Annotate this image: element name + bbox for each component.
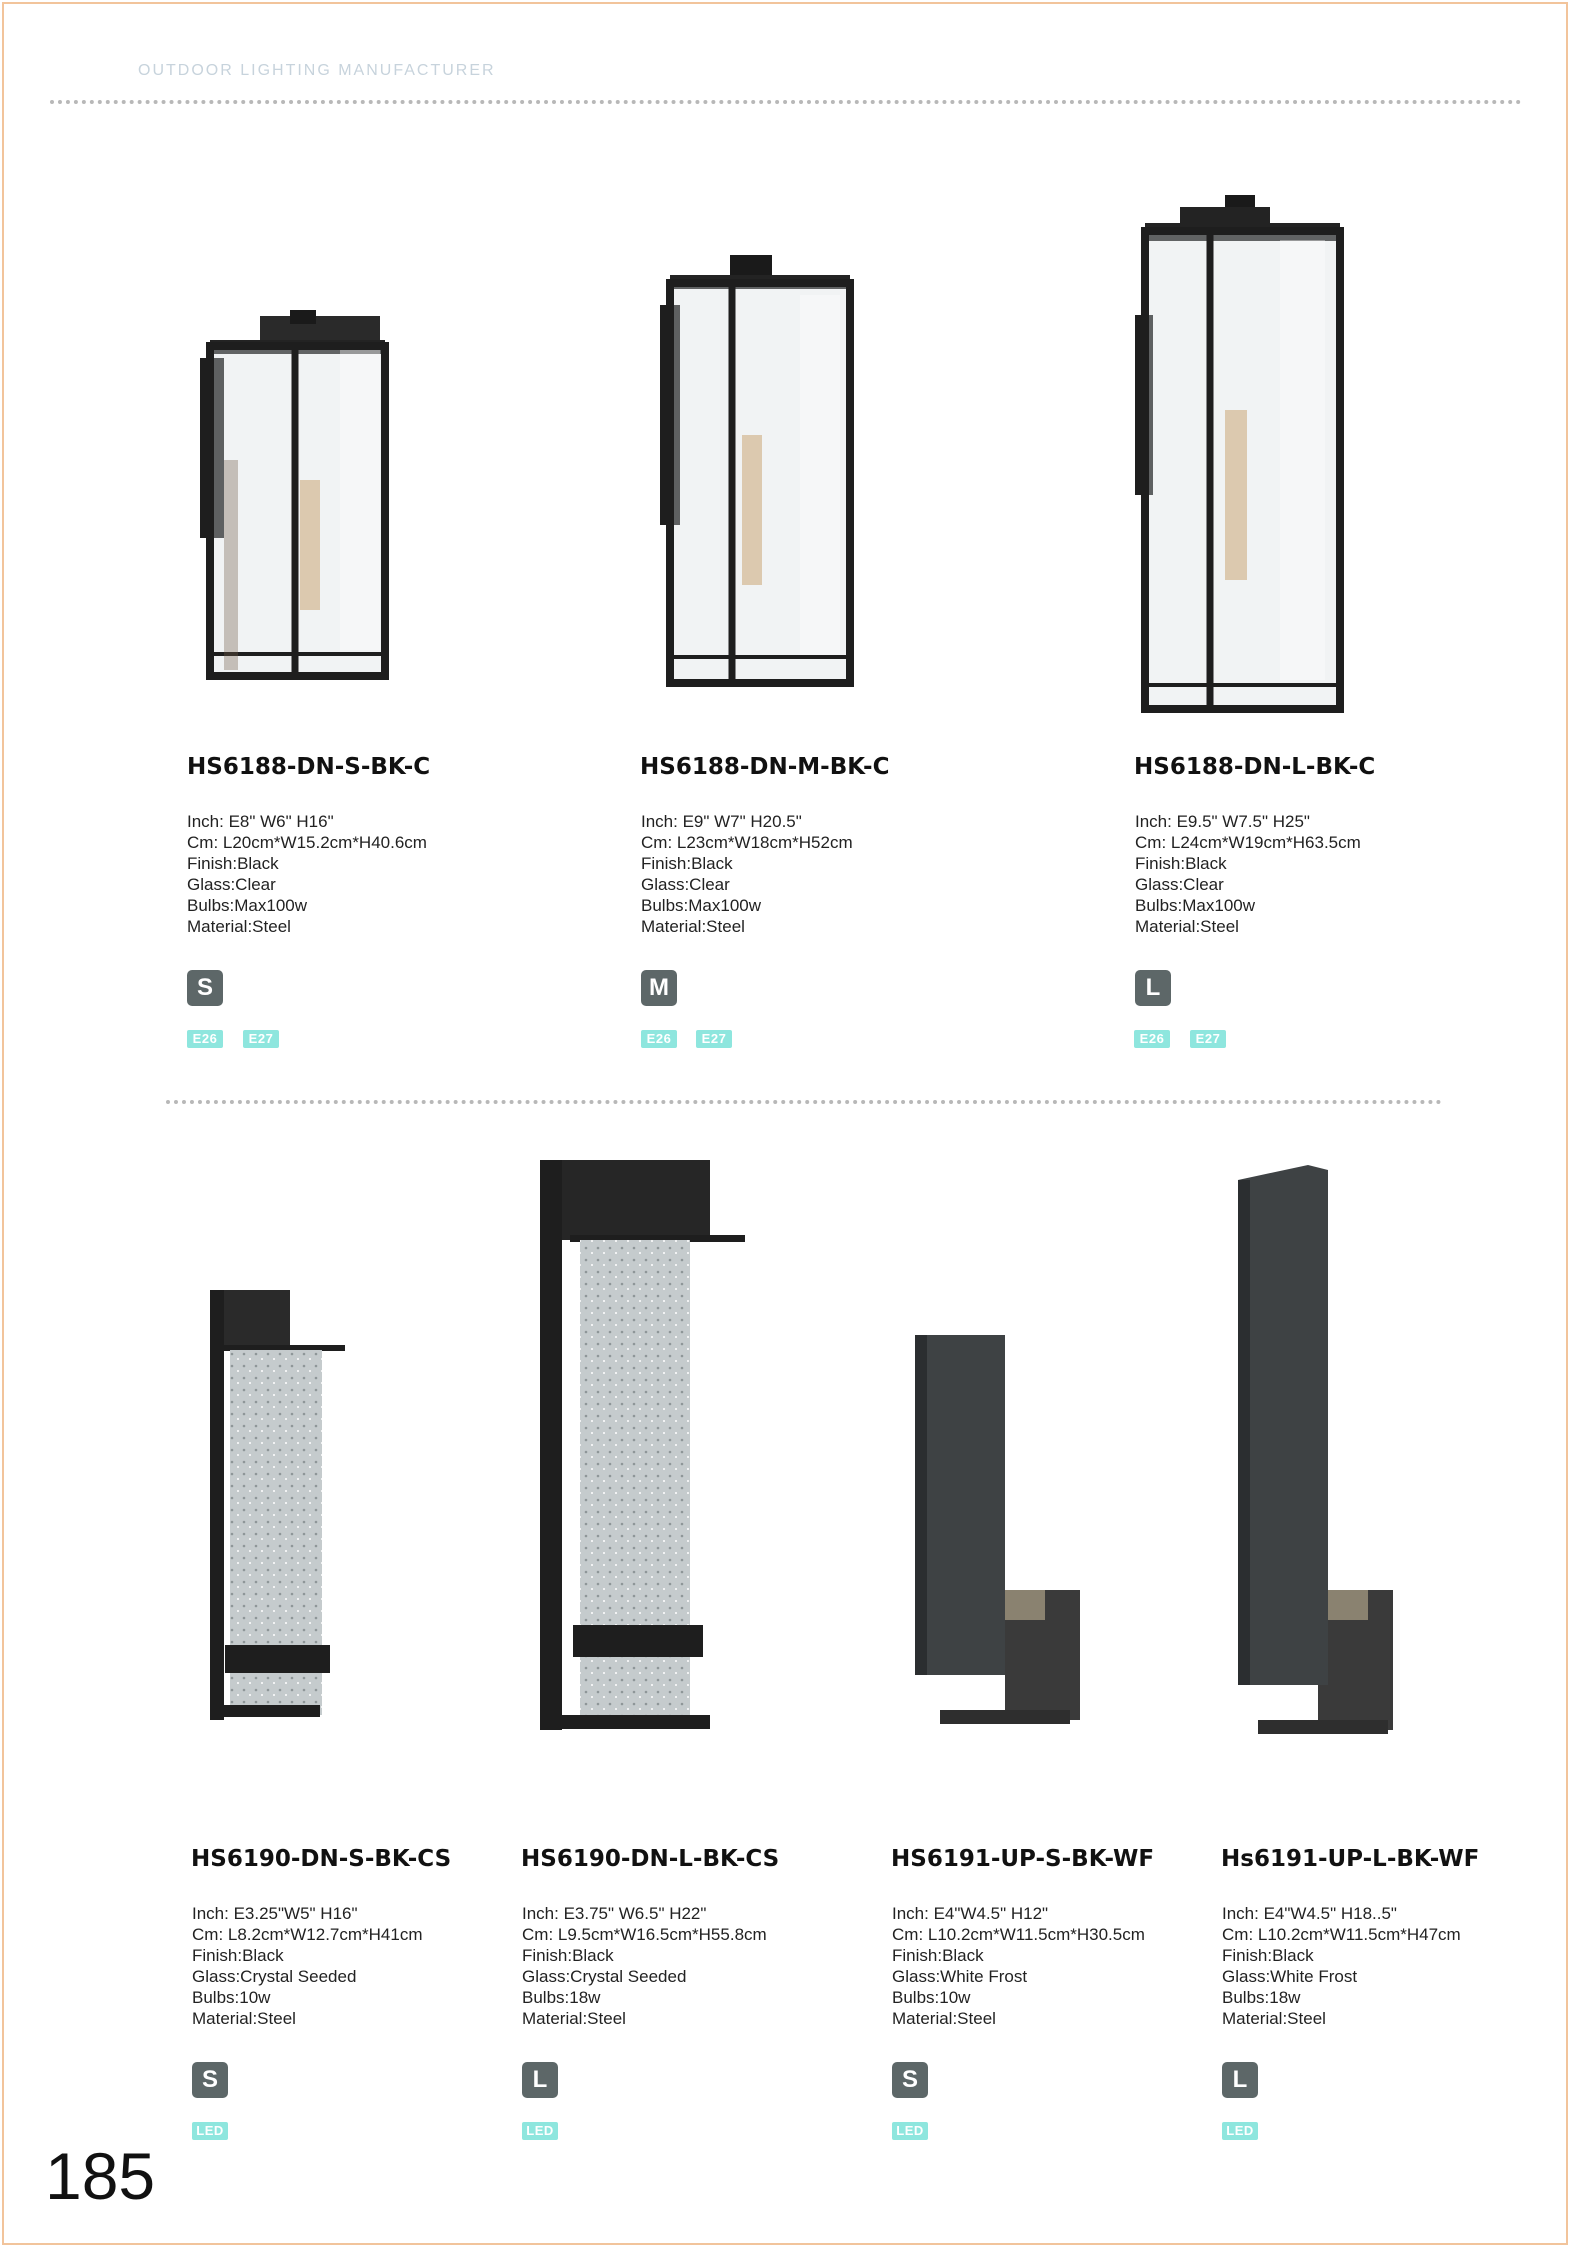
spec-bulbs: Bulbs:Max100w <box>1135 896 1256 915</box>
spec-inch: Inch: E4"W4.5" H12" <box>892 1904 1049 1923</box>
size-badge: S <box>892 2062 928 2098</box>
lantern-image <box>190 310 400 690</box>
socket-badge-e26: E26 <box>641 1030 677 1048</box>
spec-bulbs: Bulbs:10w <box>892 1988 971 2007</box>
spec-glass: Glass:Crystal Seeded <box>522 1967 687 1986</box>
spec-glass: Glass:White Frost <box>892 1967 1028 1986</box>
uplight-sconce-image <box>915 1335 1080 1730</box>
spec-material: Material:Steel <box>1135 917 1239 936</box>
product-model: HS6190-DN-L-BK-CS <box>521 1846 780 1872</box>
socket-badge-e26: E26 <box>1134 1030 1170 1048</box>
lantern-image <box>650 255 860 690</box>
size-badge: L <box>1222 2062 1258 2098</box>
socket-badge-e27: E27 <box>696 1030 732 1048</box>
spec-bulbs: Bulbs:10w <box>192 1988 271 2007</box>
spec-finish: Finish:Black <box>641 854 733 873</box>
spec-material: Material:Steel <box>187 917 291 936</box>
spec-inch: Inch: E3.25"W5" H16" <box>192 1904 358 1923</box>
header-title: OUTDOOR LIGHTING MANUFACTURER <box>138 62 496 79</box>
spec-bulbs: Bulbs:Max100w <box>187 896 308 915</box>
size-badge: L <box>522 2062 558 2098</box>
spec-cm: Cm: L10.2cm*W11.5cm*H30.5cm <box>892 1925 1145 1944</box>
product-specs <box>1135 811 1361 937</box>
socket-badge-led: LED <box>522 2122 558 2140</box>
spec-material: Material:Steel <box>192 2009 296 2028</box>
spec-cm: Cm: L10.2cm*W11.5cm*H47cm <box>1222 1925 1461 1944</box>
spec-glass: Glass:Clear <box>641 875 730 894</box>
spec-inch: Inch: E3.75" W6.5" H22" <box>522 1904 707 1923</box>
socket-badge-led: LED <box>1222 2122 1258 2140</box>
uplight-sconce-image <box>1238 1165 1393 1735</box>
size-badge: S <box>192 2062 228 2098</box>
spec-finish: Finish:Black <box>1222 1946 1314 1965</box>
spec-bulbs: Bulbs:18w <box>522 1988 601 2007</box>
product-model: HS6188-DN-S-BK-C <box>187 754 431 780</box>
product-specs <box>187 811 427 937</box>
size-badge: S <box>187 970 223 1006</box>
section-divider <box>166 1100 1442 1104</box>
product-specs <box>641 811 853 937</box>
spec-inch: Inch: E9" W7" H20.5" <box>641 812 802 831</box>
spec-finish: Finish:Black <box>1135 854 1227 873</box>
socket-badge-e26: E26 <box>187 1030 223 1048</box>
spec-cm: Cm: L9.5cm*W16.5cm*H55.8cm <box>522 1925 767 1944</box>
product-model: HS6190-DN-S-BK-CS <box>191 1846 452 1872</box>
spec-inch: Inch: E4"W4.5" H18..5" <box>1222 1904 1397 1923</box>
product-model: HS6191-UP-S-BK-WF <box>891 1846 1155 1872</box>
spec-cm: Cm: L24cm*W19cm*H63.5cm <box>1135 833 1361 852</box>
socket-badge-e27: E27 <box>1190 1030 1226 1048</box>
seeded-glass-sconce-image <box>535 1160 745 1730</box>
spec-bulbs: Bulbs:18w <box>1222 1988 1301 2007</box>
seeded-glass-sconce-image <box>205 1290 345 1720</box>
spec-finish: Finish:Black <box>192 1946 284 1965</box>
spec-finish: Finish:Black <box>187 854 279 873</box>
product-specs <box>1222 1903 1461 2029</box>
page-number: 185 <box>45 2139 156 2213</box>
product-model: Hs6191-UP-L-BK-WF <box>1221 1846 1480 1872</box>
spec-glass: Glass:Crystal Seeded <box>192 1967 357 1986</box>
socket-badge-led: LED <box>192 2122 228 2140</box>
product-specs <box>522 1903 767 2029</box>
spec-material: Material:Steel <box>522 2009 626 2028</box>
spec-finish: Finish:Black <box>892 1946 984 1965</box>
product-model: HS6188-DN-M-BK-C <box>640 754 890 780</box>
spec-bulbs: Bulbs:Max100w <box>641 896 762 915</box>
header-divider <box>50 100 1522 104</box>
product-model: HS6188-DN-L-BK-C <box>1134 754 1376 780</box>
lantern-image <box>1130 195 1345 715</box>
spec-material: Material:Steel <box>1222 2009 1326 2028</box>
spec-cm: Cm: L20cm*W15.2cm*H40.6cm <box>187 833 427 852</box>
spec-glass: Glass:Clear <box>1135 875 1224 894</box>
spec-inch: Inch: E8" W6" H16" <box>187 812 334 831</box>
socket-badge-e27: E27 <box>243 1030 279 1048</box>
socket-badge-led: LED <box>892 2122 928 2140</box>
product-specs <box>892 1903 1145 2029</box>
size-badge: L <box>1135 970 1171 1006</box>
spec-finish: Finish:Black <box>522 1946 614 1965</box>
spec-material: Material:Steel <box>641 917 745 936</box>
spec-glass: Glass:Clear <box>187 875 276 894</box>
spec-glass: Glass:White Frost <box>1222 1967 1358 1986</box>
spec-inch: Inch: E9.5" W7.5" H25" <box>1135 812 1310 831</box>
spec-cm: Cm: L23cm*W18cm*H52cm <box>641 833 853 852</box>
spec-cm: Cm: L8.2cm*W12.7cm*H41cm <box>192 1925 423 1944</box>
spec-material: Material:Steel <box>892 2009 996 2028</box>
size-badge: M <box>641 970 677 1006</box>
product-specs <box>192 1903 423 2029</box>
